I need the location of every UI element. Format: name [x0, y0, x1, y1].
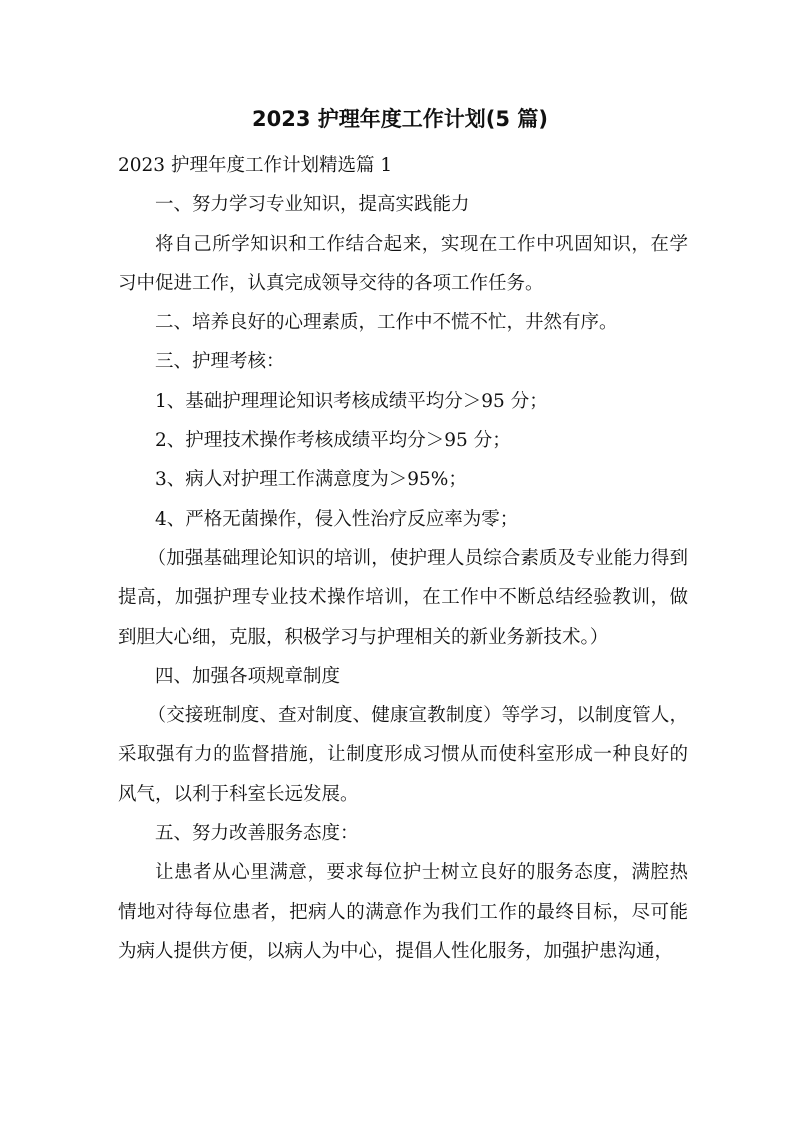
document-title: 2023 护理年度工作计划(5 篇) [252, 107, 548, 131]
paragraph: 将自己所学知识和工作结合起来，实现在工作中巩固知识，在学习中促进工作，认真完成领导交待的各项工作任务。 [118, 233, 688, 294]
paragraph: （加强基础理论知识的培训，使护理人员综合素质及专业能力得到提高，加强护理专业技术操作培训，在工作中不断总结经验教训，做到胆大心细，克服，积极学习与护理相关的新业务新技术。） [118, 547, 688, 648]
paragraph-heading-3: 三、护理考核： [155, 351, 285, 373]
paragraph: 让患者从心里满意，要求每位护士树立良好的服务态度，满腔热情地对待每位患者，把病人的满意作为我们工作的最终目标，尽可能为病人提供方便，以病人为中心，提倡人性化服务，加强护患沟通， [118, 862, 688, 962]
list-item: 1、基础护理理论知识考核成绩平均分＞95 分； [155, 390, 548, 412]
paragraph-heading-1: 一、努力学习专业知识，提高实践能力 [155, 194, 470, 216]
list-item: 2、护理技术操作考核成绩平均分＞95 分； [155, 430, 511, 452]
list-item: 3、病人对护理工作满意度为＞95%； [155, 469, 467, 491]
paragraph-heading-5: 五、努力改善服务态度： [155, 823, 359, 845]
list-item: 4、严格无菌操作，侵入性治疗反应率为零； [155, 508, 519, 530]
paragraph-heading-4: 四、加强各项规章制度 [155, 665, 341, 687]
paragraph: （交接班制度、查对制度、健康宣教制度）等学习，以制度管人，采取强有力的监督措施，让制度形成习惯从而使科室形成一种良好的风气，以利于科室长远发展。 [118, 705, 688, 805]
document-body [118, 146, 688, 971]
paragraph-heading-2: 二、培养良好的心理素质，工作中不慌不忙，井然有序。 [155, 312, 618, 334]
section-heading: 2023 护理年度工作计划精选篇 1 [118, 155, 393, 176]
